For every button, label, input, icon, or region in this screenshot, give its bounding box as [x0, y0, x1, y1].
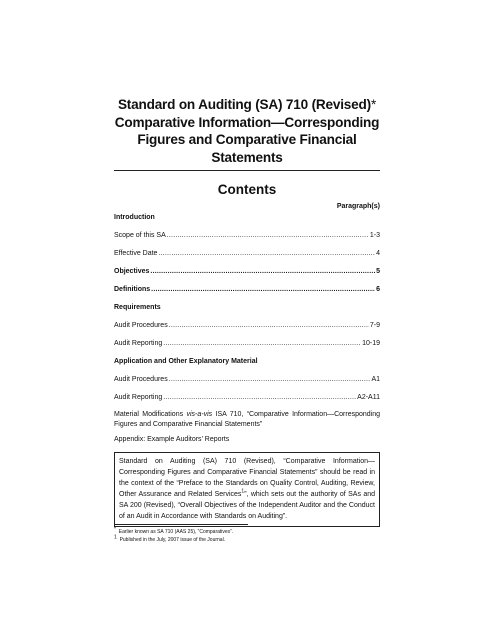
- standard-context-box: Standard on Auditing (SA) 710 (Revised), “Comparative Information—Corresponding Figures and Comparative Financial Statements” should be read in the context of the “Preface to the Standards on Quality Control, Auditing, Review, Other Assurance and Related Services$^1$”, which sets out the authority of SAs and SA 200 (Revised), “Overall Objectives of the Independent Auditor and the Conduct of an Audit in Accordance with Standards on Auditing”.: [114, 452, 380, 527]
- toc-label: Audit Reporting: [114, 394, 163, 401]
- dot-leader: [169, 321, 369, 330]
- dot-leader: [163, 339, 361, 348]
- section-application-material: Application and Other Explanatory Material: [114, 358, 258, 365]
- toc-row-objectives: [114, 267, 380, 276]
- title-line-1: Standard on Auditing (SA) 710 (Revised)*: [117, 97, 377, 112]
- toc-paragraph-ref: A2-A11: [357, 394, 380, 401]
- footnote-asterisk: * Earlier known as SA 710 (AAS 25), “Comparatives”.: [114, 526, 234, 535]
- toc-paragraph-ref: 6: [376, 286, 380, 293]
- toc-paragraph-ref: 1-3: [369, 232, 380, 239]
- toc-row-req-audit-reporting: [114, 339, 380, 348]
- paragraphs-column-label: Paragraph(s): [336, 203, 380, 210]
- toc-paragraph-ref: A1: [371, 376, 380, 383]
- section-requirements: Requirements: [114, 304, 161, 311]
- dot-leader: [169, 375, 371, 384]
- toc-paragraph-ref: 4: [376, 250, 380, 257]
- footnote-divider: [114, 524, 248, 525]
- toc-paragraph-ref: 10-19: [362, 340, 380, 347]
- dot-leader: [163, 393, 356, 402]
- toc-label: Audit Procedures: [114, 376, 168, 383]
- toc-row-app-audit-reporting: [114, 393, 380, 402]
- dot-leader: [150, 267, 375, 276]
- dot-leader: [151, 285, 375, 294]
- toc-label: Scope of this SA: [114, 232, 166, 239]
- footnote-one: $^1$ Published in the July, 2007 issue of the Journal.: [114, 534, 226, 543]
- toc-row-scope: [114, 231, 380, 240]
- appendix-entry: Appendix: Example Auditors’ Reports: [114, 436, 230, 443]
- toc-row-app-audit-procedures: [114, 375, 380, 384]
- title-footnote-mark: *: [370, 97, 377, 112]
- title-line-2: Comparative Information—Corresponding: [114, 114, 380, 130]
- dot-leader: [158, 249, 375, 258]
- toc-label: Audit Reporting: [114, 340, 163, 347]
- dot-leader: [167, 231, 369, 240]
- document-page: [114, 96, 380, 527]
- toc-label: Objectives: [114, 268, 150, 275]
- footnote-ref-1: 1: [241, 488, 245, 495]
- toc-label: Effective Date: [114, 250, 158, 257]
- document-title: [114, 96, 380, 166]
- toc-row-req-audit-procedures: [114, 321, 380, 330]
- toc-label: Definitions: [114, 286, 151, 293]
- toc-paragraph-ref: 7-9: [369, 322, 380, 329]
- toc-row-definitions: [114, 285, 380, 294]
- toc-label: Audit Procedures: [114, 322, 168, 329]
- toc-paragraph-ref: 5: [376, 268, 380, 275]
- section-introduction: Introduction: [114, 214, 155, 221]
- contents-heading: Contents: [217, 182, 277, 197]
- title-divider: [114, 170, 380, 171]
- toc-row-effective-date: [114, 249, 380, 258]
- material-modifications-entry: Material Modifications vis-a-vis ISA 710, “Comparative Information—Corresponding Figures and Comparative Financial Statements”: [114, 411, 381, 428]
- title-line-3: Figures and Comparative Financial Statements: [137, 132, 357, 165]
- footnotes: [114, 528, 380, 545]
